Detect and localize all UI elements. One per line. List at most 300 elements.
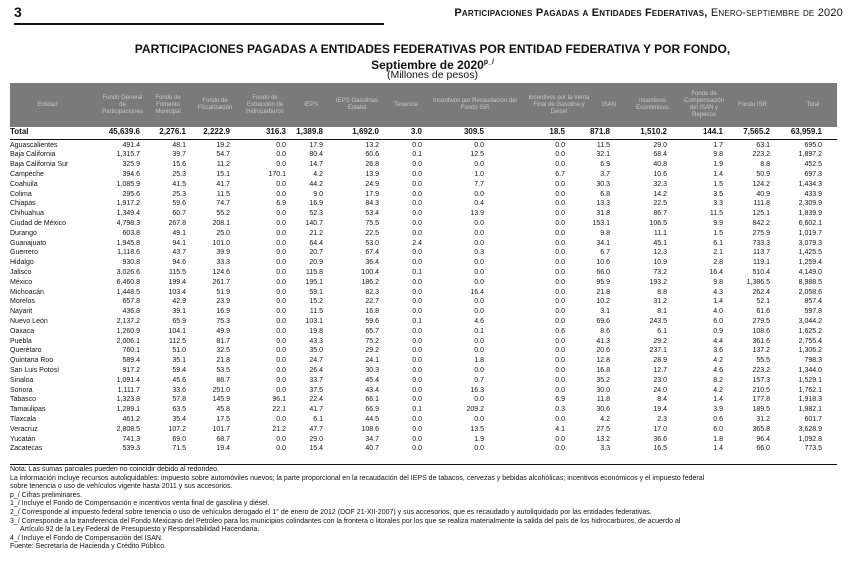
- table-cell: 4.2: [713, 357, 723, 365]
- table-cell: 1.8: [713, 435, 723, 443]
- table-cell: 0.0: [276, 376, 286, 384]
- entity-name: Chihuahua: [10, 210, 44, 218]
- table-row: [10, 356, 837, 366]
- table-cell: 603.8: [122, 229, 140, 237]
- table-cell: 66.0: [596, 268, 610, 276]
- table-cell: 0.0: [276, 210, 286, 218]
- table-cell: 8.1: [657, 308, 667, 316]
- table-cell: 1.9: [474, 435, 484, 443]
- table-cell: 4,149.0: [798, 268, 822, 276]
- table-cell: 0.0: [276, 366, 286, 374]
- table-cell: 96.4: [756, 435, 770, 443]
- table-cell: 43.7: [172, 249, 186, 257]
- table-cell: 1,510.2: [640, 127, 667, 136]
- table-cell: 7,565.2: [743, 127, 770, 136]
- table-cell: 0.0: [555, 298, 565, 306]
- table-cell: 29.0: [309, 435, 323, 443]
- table-cell: 0.0: [276, 347, 286, 355]
- table-cell: 31.8: [596, 210, 610, 218]
- table-cell: 695.0: [804, 141, 822, 149]
- running-header: [454, 7, 843, 19]
- table-cell: 41.3: [596, 337, 610, 345]
- table-cell: 0.0: [276, 445, 286, 453]
- entity-name: Baja California Sur: [10, 161, 69, 169]
- table-cell: 63.5: [172, 406, 186, 414]
- table-cell: 26.8: [365, 161, 379, 169]
- table-cell: 101.0: [212, 239, 230, 247]
- table-cell: 0.0: [555, 180, 565, 188]
- table-cell: 112.5: [169, 337, 186, 345]
- table-cell: 0.0: [555, 337, 565, 345]
- table-cell: 32.3: [653, 180, 667, 188]
- column-header: Fondo de Fomento Municipal: [155, 94, 181, 115]
- table-cell: 10.9: [653, 259, 667, 267]
- table-cell: 0.0: [276, 141, 286, 149]
- table-cell: 61.6: [756, 308, 770, 316]
- table-row: [10, 405, 837, 415]
- table-cell: 75.2: [365, 337, 379, 345]
- running-header-date: Enero-septiembre de 2020: [707, 7, 843, 19]
- table-cell: 140.7: [305, 219, 323, 227]
- entity-name: Sonora: [10, 386, 33, 394]
- table-cell: 8.8: [657, 288, 667, 296]
- table-cell: 44.5: [365, 415, 379, 423]
- table-cell: 261.7: [212, 278, 230, 286]
- footnote-line: Nota: Las sumas parciales pueden no coincidir debido al redondeo.: [10, 466, 219, 473]
- table-cell: 68.4: [653, 151, 667, 159]
- column-header: Fondo General de Participaciones: [102, 94, 143, 115]
- table-cell: 16.3: [470, 386, 484, 394]
- table-cell: 8.8: [760, 161, 770, 169]
- table-cell: 17.9: [309, 141, 323, 149]
- table-cell: 49.1: [172, 229, 186, 237]
- table-cell: 59.6: [365, 317, 379, 325]
- footnote-line: 1_/ Incluye el Fondo de Compensación e incentivos venta final de gasolina y diésel.: [10, 500, 270, 508]
- table-cell: 115.8: [306, 268, 323, 276]
- table-cell: 0.1: [412, 406, 422, 414]
- table-cell: 4,798.3: [116, 219, 140, 227]
- column-header: Total: [806, 101, 820, 108]
- table-cell: 119.1: [753, 259, 770, 267]
- table-cell: 3,026.6: [116, 268, 140, 276]
- table-cell: 1,692.0: [352, 127, 379, 136]
- table-cell: 697.3: [804, 170, 822, 178]
- table-cell: 96.1: [272, 396, 286, 404]
- table-cell: 15.2: [309, 298, 323, 306]
- table-cell: 51.9: [216, 288, 230, 296]
- table-cell: 8.2: [713, 376, 723, 384]
- table-cell: 0.0: [276, 357, 286, 365]
- table-cell: 208.1: [212, 219, 230, 227]
- total-row: [10, 127, 837, 140]
- table-cell: 4.2: [600, 415, 610, 423]
- table-cell: 94.6: [172, 259, 186, 267]
- table-cell: 0.0: [412, 180, 422, 188]
- table-row: [10, 258, 837, 268]
- table-cell: 0.0: [412, 298, 422, 306]
- table-cell: 21.2: [272, 425, 286, 433]
- table-cell: 1,111.7: [117, 386, 140, 394]
- table-cell: 16.8: [365, 308, 379, 316]
- table-cell: 1,917.2: [116, 200, 140, 208]
- table-cell: 0.0: [555, 141, 565, 149]
- table-cell: 0.0: [474, 347, 484, 355]
- table-cell: 1,945.8: [116, 239, 140, 247]
- table-cell: 0.0: [276, 180, 286, 188]
- table-cell: 0.0: [474, 161, 484, 169]
- table-cell: 798.3: [804, 357, 822, 365]
- table-cell: 113.7: [753, 249, 770, 257]
- table-cell: 0.0: [276, 415, 286, 423]
- table-cell: 361.6: [752, 337, 770, 345]
- table-cell: 9.9: [713, 219, 723, 227]
- table-cell: 66.0: [756, 445, 770, 453]
- table-cell: 12.5: [470, 151, 484, 159]
- table-cell: 1,897.2: [798, 151, 822, 159]
- entity-name: Quintana Roo: [10, 357, 54, 365]
- table-cell: 29.0: [653, 141, 667, 149]
- entity-name: Zacatecas: [10, 445, 43, 453]
- table-cell: 73.2: [653, 268, 667, 276]
- table-cell: 2,006.1: [116, 337, 140, 345]
- table-cell: 137.2: [752, 347, 770, 355]
- table-cell: 11.5: [596, 141, 610, 149]
- page-number: 3: [14, 4, 22, 20]
- column-header: Entidad: [37, 101, 58, 108]
- footnote-line: Artículo 92 de la Ley Federal de Presupuesto y Responsabilidad Hacendaria.: [20, 526, 260, 534]
- table-cell: 32.5: [216, 347, 230, 355]
- table-cell: 452.5: [804, 161, 822, 169]
- table-cell: 433.9: [804, 190, 822, 198]
- table-cell: 29.2: [653, 337, 667, 345]
- table-cell: 3.9: [713, 406, 723, 414]
- table-cell: 10.6: [596, 259, 610, 267]
- table-cell: 309.5: [463, 127, 484, 136]
- table-cell: 103.4: [168, 288, 186, 296]
- table-cell: 1.4: [713, 298, 723, 306]
- table-cell: 1.5: [713, 229, 723, 237]
- table-row: [10, 150, 837, 160]
- table-cell: 108.6: [361, 425, 379, 433]
- table-cell: 3.5: [713, 190, 723, 198]
- table-cell: 1,259.4: [798, 259, 822, 267]
- table-row: [10, 386, 837, 396]
- table-cell: 22.5: [653, 200, 667, 208]
- table-cell: 49.9: [216, 327, 230, 335]
- table-cell: 0.0: [412, 288, 422, 296]
- table-row: [10, 229, 837, 239]
- table-cell: 0.0: [412, 229, 422, 237]
- table-cell: 12.7: [653, 366, 667, 374]
- table-cell: 2,058.6: [798, 288, 822, 296]
- table-cell: 33.7: [309, 376, 323, 384]
- table-row: [10, 317, 837, 327]
- table-cell: 0.0: [474, 141, 484, 149]
- table-cell: 223.2: [752, 366, 770, 374]
- table-cell: 243.5: [649, 317, 667, 325]
- table-cell: 36.4: [365, 259, 379, 267]
- table-cell: 75.5: [365, 219, 379, 227]
- table-cell: 8,988.5: [798, 278, 822, 286]
- footnote-line: Fuente: Secretaría de Hacienda y Crédito Público.: [10, 543, 167, 551]
- table-cell: 0.0: [555, 278, 565, 286]
- entity-name: México: [10, 278, 33, 286]
- table-bottom-rule: [10, 464, 837, 465]
- table-cell: 177.8: [752, 396, 770, 404]
- table-cell: 6.9: [555, 396, 565, 404]
- table-row: [10, 415, 837, 425]
- table-cell: 22.4: [309, 396, 323, 404]
- table-cell: 0.0: [276, 288, 286, 296]
- column-header: Fondo de Fiscalización: [197, 98, 233, 111]
- entity-name: Colima: [10, 190, 32, 198]
- table-cell: 0.0: [555, 210, 565, 218]
- footnote-line: 2_/ Corresponde al impuesto federal sobre tenencia o uso de vehículos derogado el 1° de enero de 2012 (DOF 21-XII-2007) y sus accesorios, que es recaudado y autoliquidado por las entidades federativas.: [10, 508, 652, 516]
- table-cell: 43.3: [309, 337, 323, 345]
- table-cell: 597.8: [804, 308, 822, 316]
- table-cell: 65.7: [365, 327, 379, 335]
- table-cell: 25.3: [172, 190, 186, 198]
- table-cell: 1,434.3: [798, 180, 822, 188]
- table-row: [10, 395, 837, 405]
- entity-name: Morelos: [10, 298, 35, 306]
- table-cell: 0.0: [276, 337, 286, 345]
- table-cell: 1.8: [474, 357, 484, 365]
- table-cell: 63.1: [756, 141, 770, 149]
- table-cell: 209.2: [466, 406, 484, 414]
- table-cell: 0.1: [412, 268, 422, 276]
- table-cell: 11.2: [216, 161, 230, 169]
- table-cell: 13.9: [365, 170, 379, 178]
- table-cell: 0.0: [276, 219, 286, 227]
- table-cell: 3.7: [600, 170, 610, 178]
- table-cell: 25.0: [216, 229, 230, 237]
- table-cell: 0.0: [555, 376, 565, 384]
- table-cell: 86.7: [653, 210, 667, 218]
- table-cell: 21.8: [216, 357, 230, 365]
- entity-name: Durango: [10, 229, 37, 237]
- table-cell: 80.4: [309, 151, 323, 159]
- table-cell: 0.1: [474, 327, 484, 335]
- table-cell: 295.6: [122, 190, 140, 198]
- table-cell: 6.1: [313, 415, 323, 423]
- footnote-line: sobre tenencia o uso de vehículos vigente hasta 2011 y sus accesorios.: [10, 483, 233, 491]
- table-cell: 0.0: [474, 239, 484, 247]
- table-cell: 40.9: [756, 190, 770, 198]
- table-cell: 35.4: [172, 415, 186, 423]
- table-cell: 0.0: [412, 190, 422, 198]
- table-cell: 275.9: [752, 229, 770, 237]
- table-cell: 16.8: [596, 366, 610, 374]
- table-cell: 0.0: [276, 268, 286, 276]
- table-cell: 237.1: [649, 347, 667, 355]
- footnote-line: p_/ Cifras preliminares.: [10, 491, 82, 499]
- table-cell: 51.0: [172, 347, 186, 355]
- table-cell: 0.0: [276, 249, 286, 257]
- table-cell: 45.6: [172, 376, 186, 384]
- table-cell: 45,639.6: [108, 127, 140, 136]
- table-cell: 95.9: [596, 278, 610, 286]
- table-cell: 0.0: [474, 298, 484, 306]
- table-cell: 0.0: [555, 268, 565, 276]
- table-cell: 0.0: [276, 161, 286, 169]
- table-cell: 40.7: [365, 445, 379, 453]
- table-cell: 125.1: [752, 210, 770, 218]
- table-row: [10, 444, 837, 454]
- table-cell: 0.0: [474, 308, 484, 316]
- table-cell: 773.5: [804, 445, 822, 453]
- table-cell: 0.0: [412, 219, 422, 227]
- table-cell: 19.2: [216, 141, 230, 149]
- table-cell: 6,602.1: [798, 219, 822, 227]
- table-cell: 30.3: [365, 366, 379, 374]
- table-row: [10, 268, 837, 278]
- table-cell: 1,091.4: [116, 376, 140, 384]
- table-cell: 0.3: [555, 406, 565, 414]
- table-cell: 68.7: [216, 435, 230, 443]
- table-cell: 1,625.2: [798, 327, 822, 335]
- table-cell: 0.0: [412, 278, 422, 286]
- table-cell: 34.1: [596, 239, 610, 247]
- table-cell: 1,315.7: [116, 151, 140, 159]
- table-cell: 2.1: [713, 249, 723, 257]
- table-cell: 262.4: [752, 288, 770, 296]
- entity-name: Hidalgo: [10, 259, 34, 267]
- table-cell: 6,460.8: [116, 278, 140, 286]
- table-cell: 19.4: [653, 406, 667, 414]
- entity-name: Puebla: [10, 337, 32, 345]
- table-cell: 0.0: [412, 337, 422, 345]
- table-cell: 30.0: [596, 386, 610, 394]
- table-row: [10, 239, 837, 249]
- table-cell: 0.0: [474, 259, 484, 267]
- column-header: ISAN: [601, 101, 616, 108]
- table-cell: 17.5: [216, 415, 230, 423]
- table-cell: 47.7: [309, 425, 323, 433]
- entity-name: Veracruz: [10, 425, 38, 433]
- table-cell: 1.7: [713, 141, 723, 149]
- table-cell: 12.3: [653, 249, 667, 257]
- table-cell: 66.9: [365, 406, 379, 414]
- table-cell: 0.0: [474, 366, 484, 374]
- table-cell: 0.0: [412, 210, 422, 218]
- table-cell: 0.0: [555, 161, 565, 169]
- table-cell: 63,959.1: [790, 127, 822, 136]
- column-header: Incentivos por la Venta Final de Gasolina y Diésel: [528, 94, 590, 115]
- table-cell: 0.1: [412, 151, 422, 159]
- table-cell: 55.2: [216, 210, 230, 218]
- table-cell: 0.0: [412, 357, 422, 365]
- table-cell: 1,289.1: [116, 406, 140, 414]
- table-units: (Millones de pesos): [386, 69, 479, 81]
- entity-name: Ciudad de México: [10, 219, 67, 227]
- table-cell: 1,386.5: [746, 278, 770, 286]
- table-cell: 0.0: [412, 308, 422, 316]
- table-cell: 0.0: [276, 278, 286, 286]
- table-cell: 186.2: [361, 278, 379, 286]
- table-cell: 53.4: [365, 210, 379, 218]
- entity-name: Total: [10, 127, 29, 136]
- table-cell: 1,982.1: [798, 406, 822, 414]
- table-cell: 0.0: [276, 190, 286, 198]
- table-title: PARTICIPACIONES PAGADAS A ENTIDADES FEDERATIVAS POR ENTIDAD FEDERATIVA Y POR FONDO,: [134, 42, 731, 56]
- table-cell: 0.0: [474, 337, 484, 345]
- table-cell: 45.4: [365, 376, 379, 384]
- table-cell: 1,260.9: [116, 327, 140, 335]
- table-cell: 0.0: [555, 357, 565, 365]
- table-cell: 2,222.9: [203, 127, 230, 136]
- table-cell: 917.2: [122, 366, 140, 374]
- table-cell: 3.0: [410, 127, 422, 136]
- table-row: [10, 307, 837, 317]
- entity-name: Guanajuato: [10, 239, 47, 247]
- table-cell: 28.9: [653, 357, 667, 365]
- table-cell: 54.7: [216, 151, 230, 159]
- table-cell: 1,092.8: [798, 435, 822, 443]
- table-cell: 193.2: [649, 278, 667, 286]
- table-cell: 0.0: [276, 259, 286, 267]
- entity-name: Oaxaca: [10, 327, 35, 335]
- table-cell: 9.8: [713, 278, 723, 286]
- table-cell: 4.0: [713, 308, 723, 316]
- table-cell: 1,306.2: [798, 347, 822, 355]
- table-cell: 31.2: [653, 298, 667, 306]
- entity-name: Querétaro: [10, 347, 42, 355]
- table-cell: 57.8: [172, 396, 186, 404]
- table-cell: 0.3: [474, 249, 484, 257]
- table-cell: 1,323.8: [116, 396, 140, 404]
- table-cell: 19.4: [216, 445, 230, 453]
- running-header-caps: Participaciones Pagadas a Entidades Federativas,: [454, 7, 708, 19]
- table-cell: 325.9: [122, 161, 140, 169]
- table-cell: 104.1: [168, 327, 186, 335]
- table-cell: 115.5: [169, 268, 186, 276]
- table-cell: 13.9: [470, 210, 484, 218]
- table-cell: 857.4: [804, 298, 822, 306]
- table-cell: 0.7: [474, 376, 484, 384]
- table-cell: 0.0: [555, 249, 565, 257]
- table-cell: 14.2: [653, 190, 667, 198]
- table-row: [10, 180, 837, 190]
- table-row: [10, 160, 837, 170]
- table-cell: 930.8: [122, 259, 140, 267]
- table-cell: 4.1: [555, 425, 565, 433]
- table-cell: 0.0: [276, 327, 286, 335]
- table-cell: 33.3: [216, 259, 230, 267]
- entity-name: San Luis Potosí: [10, 366, 60, 374]
- table-cell: 170.1: [268, 170, 286, 178]
- table-cell: 760.1: [122, 347, 140, 355]
- table-row: [10, 278, 837, 288]
- table-cell: 106.5: [649, 219, 667, 227]
- table-cell: 1,448.5: [116, 288, 140, 296]
- table-cell: 30.3: [596, 180, 610, 188]
- table-cell: 0.0: [555, 445, 565, 453]
- footnote-line: 4_/ Incluye el Fondo de Compensación del ISAN.: [10, 534, 163, 542]
- table-cell: 0.0: [412, 435, 422, 443]
- table-cell: 6.1: [657, 327, 667, 335]
- table-cell: 9.8: [713, 151, 723, 159]
- table-cell: 31.2: [756, 415, 770, 423]
- table-cell: 101.7: [212, 425, 230, 433]
- table-cell: 0.0: [412, 445, 422, 453]
- table-row: [10, 346, 837, 356]
- table-row: [10, 337, 837, 347]
- table-row: [10, 141, 837, 151]
- table-cell: 94.1: [172, 239, 186, 247]
- entity-name: Coahuila: [10, 180, 38, 188]
- table-cell: 223.2: [752, 151, 770, 159]
